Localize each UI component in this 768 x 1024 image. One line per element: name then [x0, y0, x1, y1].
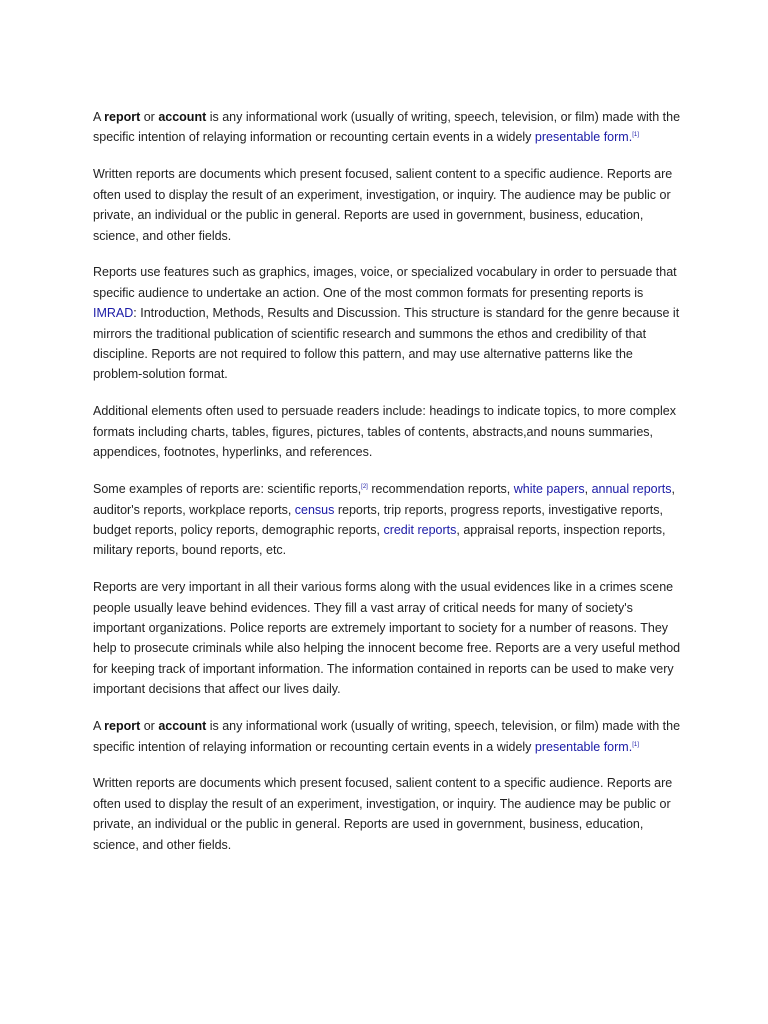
- link-imrad[interactable]: IMRAD: [93, 306, 134, 321]
- paragraph-additional-elements: [93, 401, 683, 462]
- bold-term-account: account: [158, 719, 207, 734]
- text-run: , appraisal reports, inspection reports, military reports, bound reports, etc.: [93, 522, 666, 558]
- paragraph-definition-repeat: [93, 716, 683, 757]
- link-credit-reports[interactable]: credit reports: [383, 522, 457, 537]
- link-presentable-form[interactable]: presentable form.: [534, 739, 633, 754]
- text-run: is any informational work (usually of writing, speech, television, or film) made with the specific intention of relaying information or recounting certain events in a widely: [93, 110, 681, 145]
- text-run: ,: [584, 482, 592, 497]
- text-run: Additional elements often used to persuade readers include: headings to indicate topics, to more complex formats including charts, tables, figures, pictures, tables of contents, abstracts,and nouns summaries, appendices, footnotes, hyperlinks, and references.: [93, 404, 676, 460]
- text-run: Written reports are documents which present focused, salient content to a specific audience. Reports are often used to display the result of an experiment, investigation, or inquiry. The audience may be public or private, an individual or the public in general. Reports are used in government, business, education, science, and other fields.: [93, 776, 673, 852]
- text-run: or: [140, 719, 159, 734]
- text-run: , auditor's reports, workplace reports,: [93, 482, 675, 517]
- text-run: recommendation reports,: [367, 482, 514, 497]
- footnote-ref[interactable]: [2]: [361, 484, 368, 491]
- text-run: Some examples of reports are: scientific reports,: [93, 482, 362, 497]
- text-run: Reports use features such as graphics, images, voice, or specialized vocabulary in order to persuade that specific audience to undertake an action. One of the most common formats for presenting reports is: [93, 265, 677, 300]
- text-run: : Introduction, Methods, Results and Discussion. This structure is standard for the genre because it mirrors the traditional publication of scientific research and summons the ethos and credibility of that discipline. Reports are not required to follow this pattern, and may use alternative patterns like the problem-solution format.: [93, 306, 680, 382]
- link-white-papers[interactable]: white papers: [513, 482, 585, 497]
- footnote-ref[interactable]: [1]: [632, 132, 639, 139]
- text-run: A: [93, 719, 105, 734]
- paragraph-written-reports-repeat: [93, 773, 683, 855]
- text-run: or: [140, 110, 159, 124]
- bold-term-account: account: [158, 110, 207, 124]
- text-run: Reports are very important in all their various forms along with the usual evidences like in a crimes scene people usually leave behind evidences. They fill a vast array of critical needs for many of society's important organizations. Police reports are extremely important to society for a number of reasons. They help to prosecute criminals while also helping the innocent become free. Reports are a very useful method for keeping track of important information. The information contained in reports can be used to make very important decisions that affect our lives daily.: [93, 580, 681, 697]
- link-annual-reports[interactable]: annual reports: [591, 482, 672, 497]
- text-run: A: [93, 110, 105, 124]
- text-run: Written reports are documents which present focused, salient content to a specific audience. Reports are often used to display the result of an experiment, investigation, or inquiry. The audience may be public or private, an individual or the public in general. Reports are used in government, business, education, science, and other fields.: [93, 167, 673, 243]
- paragraph-definition: [93, 107, 683, 148]
- bold-term-report: report: [104, 110, 141, 124]
- document-page: [93, 107, 683, 872]
- link-presentable-form[interactable]: presentable form.: [534, 130, 633, 145]
- footnote-ref[interactable]: [1]: [632, 741, 639, 748]
- paragraph-importance: [93, 577, 683, 699]
- paragraph-report-features: [93, 262, 683, 384]
- text-run: is any informational work (usually of writing, speech, television, or film) made with the specific intention of relaying information or recounting certain events in a widely: [93, 719, 681, 754]
- paragraph-report-examples: [93, 479, 683, 561]
- paragraph-written-reports: [93, 164, 683, 246]
- bold-term-report: report: [104, 719, 141, 734]
- text-run: reports, trip reports, progress reports, investigative reports, budget reports, policy reports, demographic reports,: [93, 502, 663, 537]
- link-census[interactable]: census: [294, 502, 335, 517]
